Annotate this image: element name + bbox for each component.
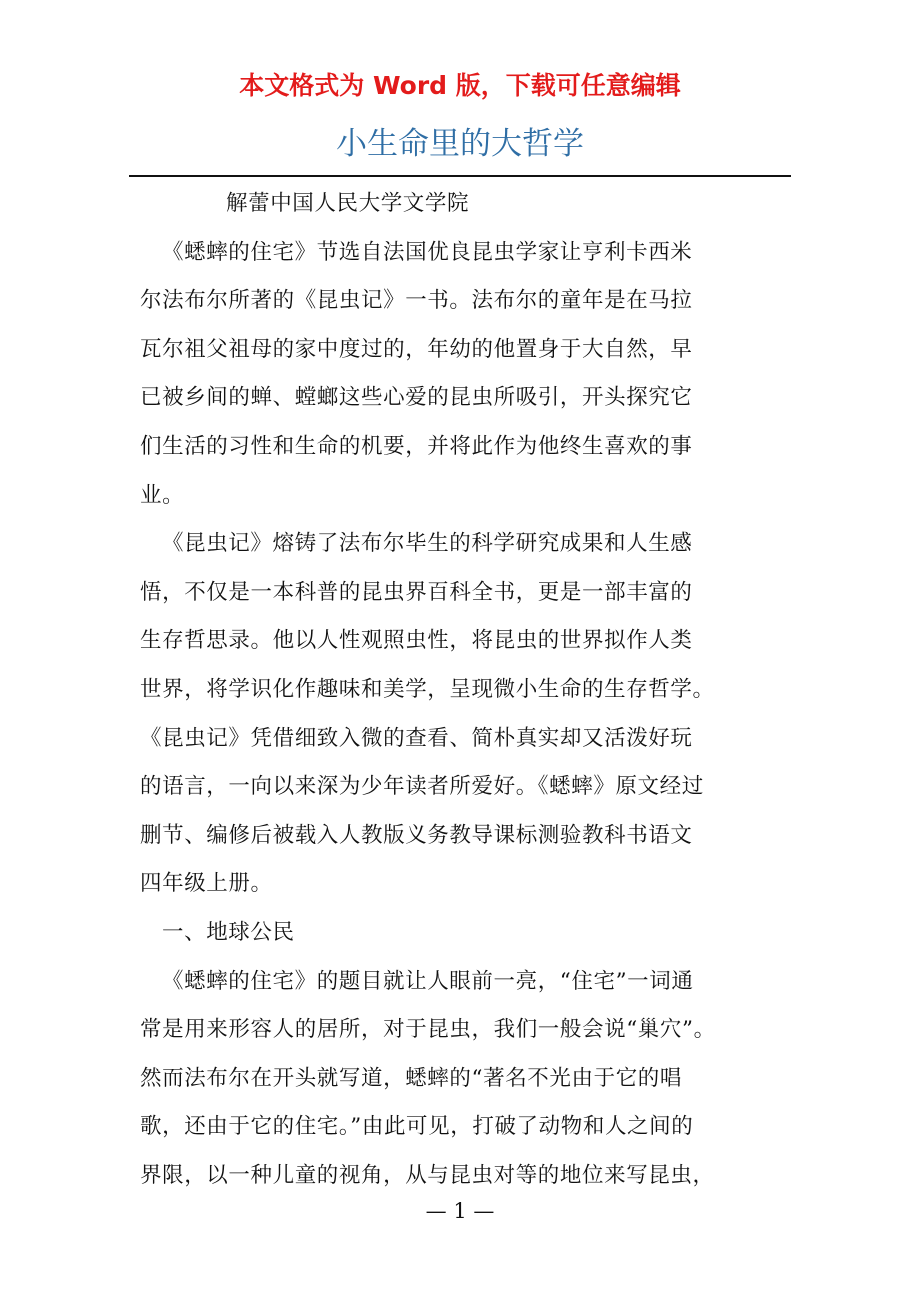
paragraph-line: 悟，不仅是一本科普的昆虫界百科全书，更是一部丰富的 <box>140 579 693 605</box>
paragraph-line: 《蟋蟀的住宅》节选自法国优良昆虫学家让亨利卡西米 <box>162 239 693 265</box>
paragraph-line: 常是用来形容人的居所，对于昆虫，我们一般会说“巢穴”。 <box>140 1017 716 1043</box>
paragraph-line: 删节、编修后被载入人教版义务教导课标测验教科书语文 <box>140 822 693 848</box>
paragraph-line: 瓦尔祖父祖母的家中度过的，年幼的他置身于大自然，早 <box>140 336 693 362</box>
section-heading: 一、地球公民 <box>162 919 295 945</box>
editable-format-banner: 本文格式为 Word 版，下载可任意编辑 <box>239 71 681 100</box>
paragraph-line: 然而法布尔在开头就写道，蟋蟀的“著名不光由于它的唱 <box>140 1065 682 1091</box>
paragraph-line: 界限，以一种儿童的视角，从与昆虫对等的地位来写昆虫， <box>140 1162 715 1188</box>
paragraph-line: 的语言，一向以来深为少年读者所爱好。《蟋蟀》原文经过 <box>140 774 704 800</box>
paragraph-line: 《昆虫记》凭借细致入微的查看、简朴真实却又活泼好玩 <box>140 725 693 751</box>
paragraph-line: 四年级上册。 <box>140 871 273 897</box>
author-line: 解蕾中国人民大学文学院 <box>226 191 470 216</box>
paragraph-line: 业。 <box>140 482 185 508</box>
paragraph-line: 尔法布尔所著的《昆虫记》一书。法布尔的童年是在马拉 <box>140 288 693 314</box>
paragraph-line: 已被乡间的蝉、螳螂这些心爱的昆虫所吸引，开头探究它 <box>140 385 693 411</box>
paragraph-line: 歌，还由于它的住宅。”由此可见，打破了动物和人之间的 <box>140 1114 694 1140</box>
paragraph-line: 们生活的习性和生命的机要，并将此作为他终生喜欢的事 <box>140 433 693 459</box>
paragraph-line: 《蟋蟀的住宅》的题目就让人眼前一亮，“住宅”一词通 <box>162 968 694 994</box>
page-number: — 1 — <box>425 1199 495 1223</box>
paragraph-line: 世界，将学识化作趣味和美学，呈现微小生命的生存哲学。 <box>140 676 715 702</box>
page-title: 小生命里的大哲学 <box>336 126 584 162</box>
document-body <box>140 180 800 1200</box>
title-divider <box>129 175 791 177</box>
paragraph-line: 生存哲思录。他以人性观照虫性，将昆虫的世界拟作人类 <box>140 628 693 654</box>
paragraph-line: 《昆虫记》熔铸了法布尔毕生的科学研究成果和人生感 <box>162 531 693 557</box>
